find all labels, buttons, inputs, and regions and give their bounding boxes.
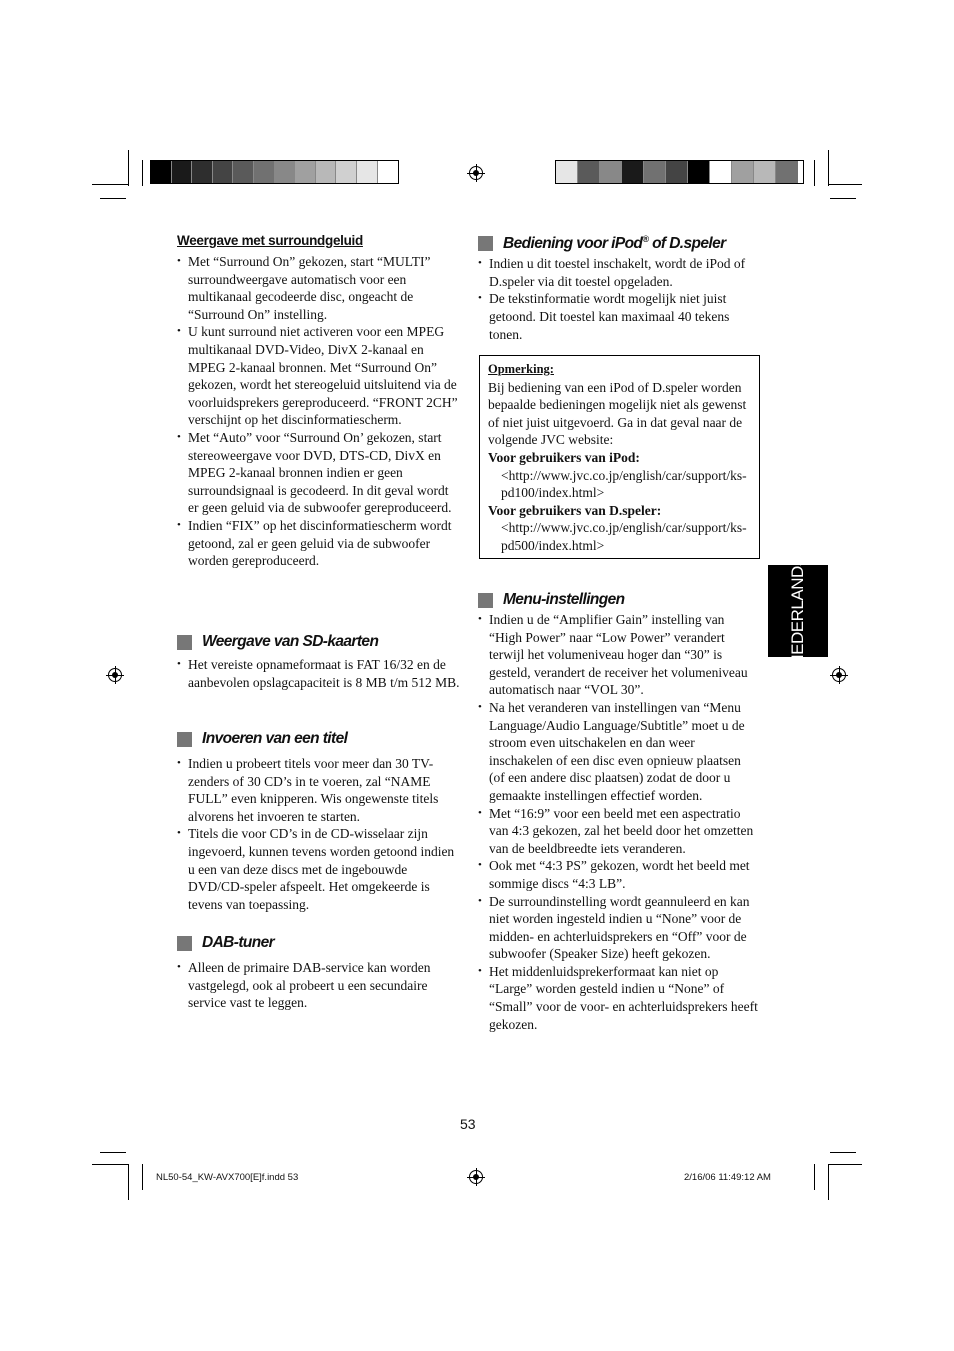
color-swatch	[151, 161, 172, 183]
crop-mark	[828, 184, 862, 185]
color-swatch	[710, 161, 732, 183]
registration-mark-icon	[108, 668, 122, 682]
section-square-icon	[478, 236, 493, 251]
section-title-sd: Weergave van SD-kaarten	[202, 633, 379, 650]
language-tab	[768, 555, 828, 667]
section-heading	[478, 591, 760, 609]
section-menu	[478, 591, 760, 1033]
registration-mark-icon	[469, 1170, 483, 1184]
section-square-icon	[177, 936, 192, 951]
color-swatch	[336, 161, 357, 183]
section-title-invoeren: Invoeren van een titel	[202, 730, 348, 747]
footer-filename: NL50-54_KW-AVX700[E]f.indd 53	[156, 1172, 299, 1183]
language-tab-label: NEDERLANDS	[788, 555, 807, 667]
section-surround	[177, 233, 462, 570]
section-square-icon	[177, 635, 192, 650]
section-title-menu: Menu-instellingen	[503, 591, 625, 608]
crop-mark	[828, 150, 829, 186]
note-title: Opmerking:	[488, 362, 554, 376]
color-swatch	[622, 161, 644, 183]
list-item: • Titels die voor CD’s in de CD-wisselaar zijn ingevoerd, kunnen tevens worden getoond indien u een van deze discs met de ingebouwde DVD/CD-speler afspeelt. Het omgekeerde is tevens van toepassing.	[177, 825, 462, 913]
crop-mark	[142, 160, 143, 186]
crop-mark	[814, 160, 815, 186]
registration-mark-icon	[832, 668, 846, 682]
menu-list	[478, 611, 760, 1033]
color-swatch	[578, 161, 600, 183]
list-item: • U kunt surround niet activeren voor een MPEG multikanaal DVD-Video, DivX 2-kanaal en MPEG 2-kanaal bronnen. Met “Surround On” gekozen, wordt het stereogeluid uitsluitend via de voorluidsprekers gereproduceerd. “FRONT 2CH” verschijnt op het discinformatiescherm.	[177, 323, 462, 429]
note-label: Voor gebruikers van iPod:	[488, 449, 640, 465]
crop-mark	[100, 1152, 126, 1153]
color-swatch	[776, 161, 798, 183]
list-item: • Het middenluidsprekerformaat kan niet op “Large” worden gesteld indien u “None” of “Small” voor de voor- en achterluidsprekers heeft gekozen.	[478, 963, 760, 1033]
color-swatch	[666, 161, 688, 183]
crop-mark	[92, 184, 128, 185]
crop-mark	[100, 198, 126, 199]
section-dab	[177, 934, 462, 1012]
sd-list	[177, 656, 462, 691]
color-swatch	[644, 161, 666, 183]
list-item: • Indien “FIX” op het discinformatiescherm wordt getoond, zal er geen geluid via de subwoofer worden gereproduceerd.	[177, 517, 462, 570]
color-swatch	[754, 161, 776, 183]
note-url: <http://www.jvc.co.jp/english/car/support/ks-pd100/index.html>	[501, 467, 747, 501]
list-item: • De tekstinformatie wordt mogelijk niet juist getoond. Dit toestel kan maximaal 40 tekens tonen.	[478, 290, 760, 343]
crop-mark	[830, 198, 856, 199]
crop-mark	[142, 1164, 143, 1190]
color-swatch	[192, 161, 213, 183]
list-item: • Indien u de “Amplifier Gain” instelling van “High Power” naar “Low Power” verandert terwijl het volumeniveau hoger dan “30” is gesteld, verandert de receiver het volumeniveau automatisch naar “VOL 30”.	[478, 611, 760, 699]
registration-mark-icon	[469, 166, 483, 180]
section-heading	[478, 234, 760, 253]
title-input-list	[177, 755, 462, 913]
color-calibration-strip-left	[150, 160, 399, 184]
section-title-surround: Weergave met surroundgeluid	[177, 233, 363, 248]
color-swatch	[600, 161, 622, 183]
section-heading	[177, 934, 462, 952]
color-swatch	[688, 161, 710, 183]
note-url: <http://www.jvc.co.jp/english/car/support/ks-pd500/index.html>	[501, 520, 747, 553]
list-item: • Alleen de primaire DAB-service kan worden vastgelegd, ook al probeert u een secundaire service vast te leggen.	[177, 959, 462, 1012]
color-swatch	[254, 161, 275, 183]
section-heading	[177, 730, 462, 748]
color-swatch	[357, 161, 378, 183]
list-item: • Met “Surround On” gekozen, start “MULTI” surroundweergave automatisch voor een multikanaal gecodeerde disc, ongeacht de “Surround On” instelling.	[177, 253, 462, 323]
color-swatch	[233, 161, 254, 183]
registered-mark: ®	[642, 234, 649, 244]
color-calibration-strip-right	[555, 160, 804, 184]
color-swatch	[275, 161, 296, 183]
crop-mark	[828, 1164, 862, 1165]
color-swatch	[316, 161, 337, 183]
crop-mark	[828, 1164, 829, 1200]
list-item: • Indien u probeert titels voor meer dan 30 TV-zenders of 30 CD’s in te voeren, zal “NAME FULL” even knipperen. Wis ongewenste titels alvorens het invoeren te starten.	[177, 755, 462, 825]
color-swatch	[378, 161, 399, 183]
crop-mark	[830, 1152, 856, 1153]
list-item: • Ook met “4:3 PS” gekozen, wordt het beeld met sommige discs “4:3 LB”.	[478, 857, 760, 892]
list-item: • Het vereiste opnameformaat is FAT 16/32 en de aanbevolen opslagcapaciteit is 8 MB t/m 512 MB.	[177, 656, 462, 691]
section-sd-cards	[177, 633, 462, 691]
note-dspeler-link	[488, 502, 751, 555]
note-body: Bij bediening van een iPod of D.speler worden bepaalde bedieningen mogelijk niet als gewenst of niet juist uitgevoerd. Ga in dat geval naar de volgende JVC website:	[488, 379, 747, 448]
color-swatch	[732, 161, 754, 183]
color-swatch	[213, 161, 234, 183]
page-number: 53	[460, 1116, 476, 1132]
color-swatch	[295, 161, 316, 183]
section-title-ipod	[503, 234, 726, 253]
crop-mark	[92, 1164, 128, 1165]
dab-list	[177, 959, 462, 1012]
section-square-icon	[478, 593, 493, 608]
title-part: of D.speler	[648, 235, 726, 253]
section-square-icon	[177, 732, 192, 747]
list-item: • De surroundinstelling wordt geannuleerd en kan niet worden ingesteld indien u “None” voor de midden- en achterluidsprekers en “Off” voor de subwoofer (Speaker Size) heeft gekozen.	[478, 893, 760, 963]
section-title-input	[177, 730, 462, 913]
section-heading	[177, 633, 462, 651]
surround-list	[177, 253, 462, 570]
color-swatch	[556, 161, 578, 183]
title-part: Bediening voor iPod	[503, 235, 643, 253]
crop-mark	[128, 1164, 129, 1200]
footer-timestamp: 2/16/06 11:49:12 AM	[684, 1172, 771, 1183]
note-ipod-link	[488, 449, 751, 502]
list-item: • Met “16:9” voor een beeld met een aspectratio van 4:3 gekozen, zal het beeld door het omzetten van de beeldbreedte iets veranderen.	[478, 805, 760, 858]
note-box	[479, 355, 760, 559]
crop-mark	[128, 150, 129, 186]
crop-mark	[814, 1164, 815, 1190]
note-label: Voor gebruikers van D.speler:	[488, 502, 662, 518]
section-title-dab: DAB-tuner	[202, 934, 275, 951]
ipod-list	[478, 255, 760, 343]
color-swatch	[172, 161, 193, 183]
list-item: • Met “Auto” voor “Surround On’ gekozen, start stereoweergave voor DVD, DTS-CD, DivX en MPEG 2-kanaal bronnen indien er geen surroundsignaal is gecodeerd. In dit geval wordt er geen geluid via de subwoofer gereproduceerd.	[177, 429, 462, 517]
list-item: • Na het veranderen van instellingen van “Menu Language/Audio Language/Subtitle” moet u de stroom even uitschakelen en dan weer inschakelen of een disc even opnieuw plaatsen (of een andere disc plaatsen) zodat de door u gemaakte instellingen effectief worden.	[478, 699, 760, 805]
list-item: • Indien u dit toestel inschakelt, wordt de iPod of D.speler via dit toestel opgeladen.	[478, 255, 760, 290]
section-ipod	[478, 234, 760, 343]
